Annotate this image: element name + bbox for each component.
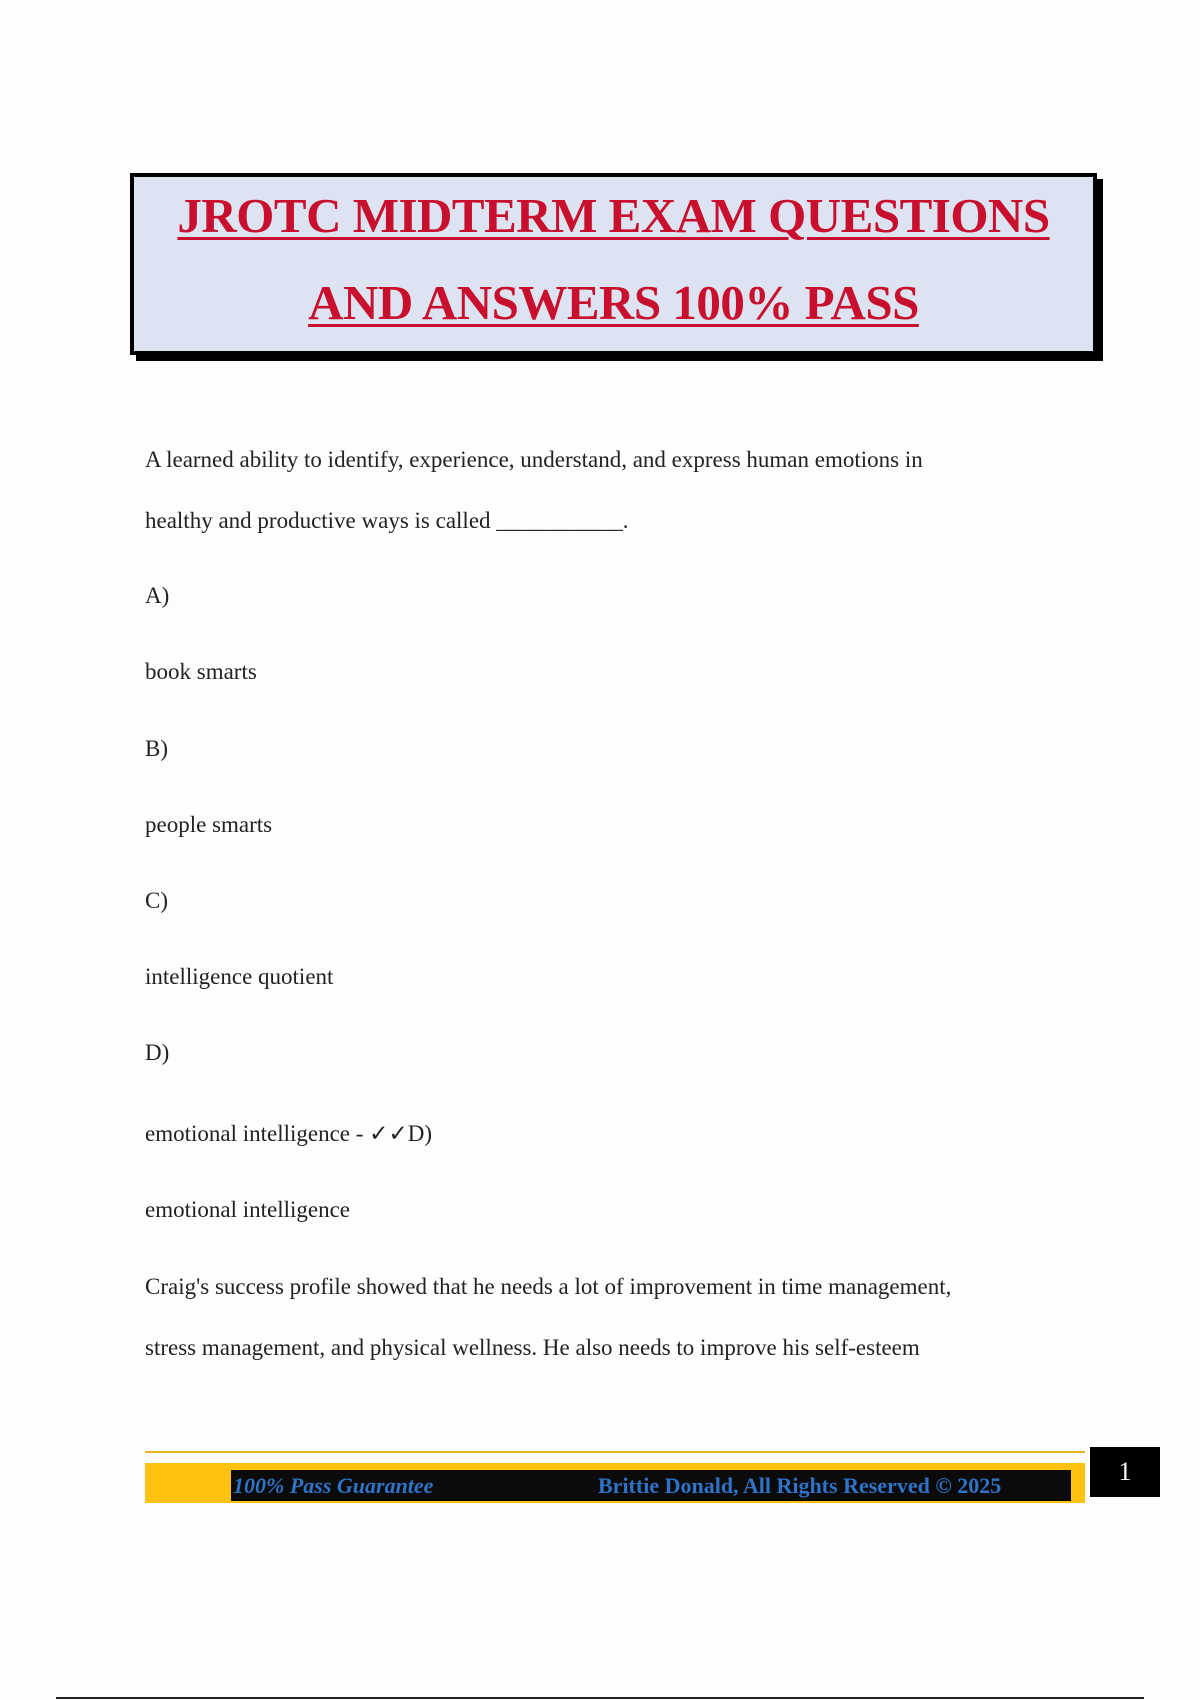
bottom-rule: [56, 1697, 1144, 1699]
title-line-1: JROTC MIDTERM EXAM QUESTIONS: [177, 188, 1050, 243]
answer-text: emotional intelligence: [145, 1197, 351, 1222]
title-box: [130, 173, 1097, 355]
page-number: 1: [1090, 1447, 1160, 1497]
footer-guarantee-text: 100% Pass Guarantee: [233, 1473, 434, 1498]
option-c-label: C): [145, 888, 168, 913]
option-b-text: people smarts: [145, 812, 273, 837]
footer-copyright-text: Brittie Donald, All Rights Reserved © 2025: [598, 1473, 1002, 1498]
question-2-line-1: Craig's success profile showed that he needs a lot of improvement in time management,: [145, 1274, 952, 1299]
option-d-label: D): [145, 1040, 170, 1065]
option-c-text: intelligence quotient: [145, 964, 334, 989]
question-1-line-2: healthy and productive ways is called ___________.: [145, 508, 629, 533]
option-d-text: emotional intelligence - ✓✓D): [145, 1121, 432, 1146]
title-line-2: AND ANSWERS 100% PASS: [308, 275, 919, 330]
option-b-label: B): [145, 736, 168, 761]
question-1-line-1: A learned ability to identify, experience, understand, and express human emotions in: [145, 447, 923, 472]
footer-rule: [145, 1451, 1085, 1453]
option-a-text: book smarts: [145, 659, 257, 684]
option-a-label: A): [145, 583, 170, 608]
question-2-line-2: stress management, and physical wellness. He also needs to improve his self-esteem: [145, 1335, 920, 1360]
